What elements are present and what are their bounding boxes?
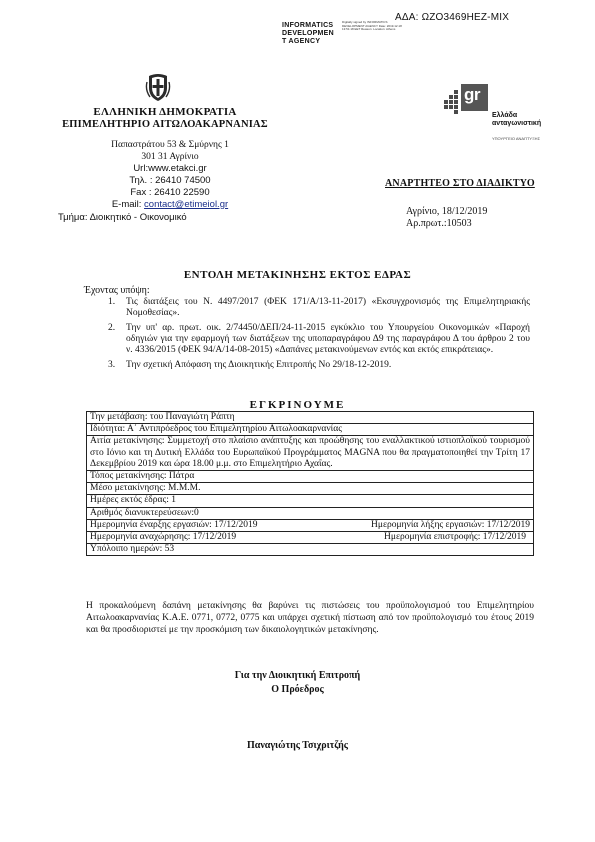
remaining-days-cell: Υπόλοιπο ημερών: 53 (87, 544, 534, 556)
overnights-cell: Αριθμός διανυκτερεύσεων:0 (87, 507, 534, 519)
signing-authority-line: T AGENCY (282, 38, 321, 45)
table-row (87, 507, 534, 519)
transport-cell: Μέσο μετακίνησης: Μ.Μ.Μ. (87, 483, 534, 495)
fax: Fax : 26410 22590 (130, 187, 210, 198)
gr-logo-text (492, 112, 541, 127)
reference-item (108, 297, 530, 319)
chamber-name: ΕΠΙΜΕΛΗΤΗΡΙΟ ΑΙΤΩΛΟΑΚΑΡΝΑΝΙΑΣ (62, 119, 268, 130)
reference-number: 2. (108, 323, 116, 333)
email-line (60, 199, 280, 211)
signing-authority-line: INFORMATICS (282, 22, 334, 29)
phone: Τηλ. : 26410 74500 (129, 175, 211, 186)
table-row (87, 436, 534, 471)
committee-line: Για την Διοικητική Επιτροπή (234, 670, 361, 681)
table-row (87, 412, 534, 424)
reference-text: Τις διατάξεις του Ν. 4497/2017 (ΦΕΚ 171/Α/13-11-2017) «Εκσυγχρονισμός της Επιμελητηριακής Νομοθεσίας». (126, 297, 530, 318)
destination-cell: Τόπος μετακίνησης: Πάτρα (87, 471, 534, 483)
reason-cell: Αιτία μετακίνησης: Συμμετοχή στο πλαίσιο ανάπτυξης και προώθησης του εναλλακτικού ιστιοπλοϊκού τουρισμού στο Ιόνιο και τη Δυτική Ελλάδα του Ευρωπαϊκού Προγράμματος MAGNA που θα πραγματοποιηθεί την Τρίτη 17 Δεκεμβρίου 2019 και ώρα 18.00 μ.μ. στο Επιμελητήριο Αχαΐας. (87, 436, 534, 471)
table-row (87, 483, 534, 495)
division: Τμήμα: Διοικητικό - Οικονομικό (58, 212, 187, 223)
gr-logo-subtitle: ΥΠΟΥΡΓΕΙΟ ΑΝΑΠΤΥΞΗΣ (492, 136, 541, 141)
email-link[interactable]: contact@etimeiol.gr (144, 199, 229, 210)
table-row (87, 495, 534, 507)
signature-block (0, 669, 595, 697)
references-list (108, 297, 530, 375)
digital-signature-details: Digitally signed by INFORMATICS DEVELOPMENT AGENCY Date: 2019.12.18 13:51:18 EET Reason: Location: Athens (342, 20, 402, 32)
posting-notice: ΑΝΑΡΤΗΤΕΟ ΣΤΟ ΔΙΑΔΙΚΤΥΟ (385, 178, 535, 189)
traveller-cell: Την μετάβαση: του Παναγιώτη Ράπτη (87, 412, 534, 424)
gr-logo-text-line: ανταγωνιστική (492, 119, 542, 127)
signing-authority (282, 22, 334, 46)
gr-logo-text-line: Ελλάδα (492, 112, 518, 119)
reference-text: Την σχετική Απόφαση της Διοικητικής Επιτροπής Νο 29/18-12-2019. (126, 360, 392, 370)
greek-emblem-icon (145, 72, 171, 102)
country-name: ΕΛΛΗΝΙΚΗ ΔΗΜΟΚΡΑΤΙΑ (93, 106, 237, 118)
considering-heading: Έχοντας υπόψη: (84, 285, 150, 296)
city: 301 31 Αγρίνιο (141, 152, 199, 162)
date-protocol-block (406, 206, 487, 230)
reference-item (108, 360, 530, 371)
table-row (87, 532, 534, 544)
reference-item (108, 323, 530, 356)
reference-text: Την υπ' αρ. πρωτ. οικ. 2/74450/ΔΕΠ/24-11-2015 εγκύκλιο του Υπουργείου Οικονομικών «Παροχή οδηγιών για την εφαρμογή των διατάξεων της υποπαραγράφου Δ9 της παραγράφου Δ του άρθρου 2 του ν. 4336/2015 (ΦΕΚ 94/Α/14-08-2015) «Δαπάνες μετακινούμενων εντός και εκτός επικράτειας». (126, 323, 530, 355)
table-row (87, 519, 534, 531)
travel-details-table (86, 411, 534, 556)
street-address: Παπαστράτου 53 & Σμύρνης 1 (111, 140, 229, 150)
signing-authority-line: DEVELOPMEN (282, 30, 335, 37)
ada-code: ΑΔΑ: ΩΖΟ3469ΗΕΖ-ΜΙΧ (395, 12, 510, 23)
approval-heading: ΕΓΚΡΙΝΟΥΜΕ (249, 399, 346, 411)
organization-header (60, 106, 270, 130)
table-row (87, 471, 534, 483)
signatory-name: Παναγιώτης Τσιχριτζής (246, 740, 349, 751)
website: Url:www.etakci.gr (133, 163, 207, 174)
reference-number: 3. (108, 360, 116, 370)
email-label: E-mail: (111, 199, 145, 210)
contact-block (60, 139, 280, 211)
table-row (87, 544, 534, 556)
departure-date: Ημερομηνία αναχώρησης: 17/12/2019 (90, 532, 237, 543)
protocol-number: Αρ.πρωτ.:10503 (406, 218, 472, 229)
president-line: Ο Πρόεδρος (271, 684, 324, 695)
start-date: Ημερομηνία έναρξης εργασιών: 17/12/2019 (90, 519, 258, 530)
capacity-cell: Ιδιότητα: Α΄ Αντιπρόεδρος του Επιμελητηρίου Αιτωλοακαρνανίας (87, 424, 534, 436)
days-out-cell: Ημέρες εκτός έδρας: 1 (87, 495, 534, 507)
return-date: Ημερομηνία επιστροφής: 17/12/2019 (384, 532, 526, 543)
expense-paragraph: Η προκαλούμενη δαπάνη μετακίνησης θα βαρύνει τις πιστώσεις του προϋπολογισμού του Επιμελητηρίου Αιτωλοακαρνανίας Κ.Α.Ε. 0771, 0772, 0775 και υπάρχει σχετική πίστωση από τον προϋπολογισμό του έτους 2019 και θα προσδιοριστεί με την προσκόμιση των δικαιολογητικών μετακίνησης. (86, 601, 534, 636)
reference-number: 1. (108, 297, 116, 307)
travel-dates-cell (87, 532, 534, 544)
document-date: Αγρίνιο, 18/12/2019 (406, 206, 488, 217)
work-dates-cell (87, 519, 534, 531)
document-title: ΕΝΤΟΛΗ ΜΕΤΑΚΙΝΗΣΗΣ ΕΚΤΟΣ ΕΔΡΑΣ (183, 269, 412, 281)
end-date: Ημερομηνία λήξης εργασιών: 17/12/2019 (371, 519, 530, 530)
table-row (87, 424, 534, 436)
gr-mark: gr (464, 85, 480, 104)
